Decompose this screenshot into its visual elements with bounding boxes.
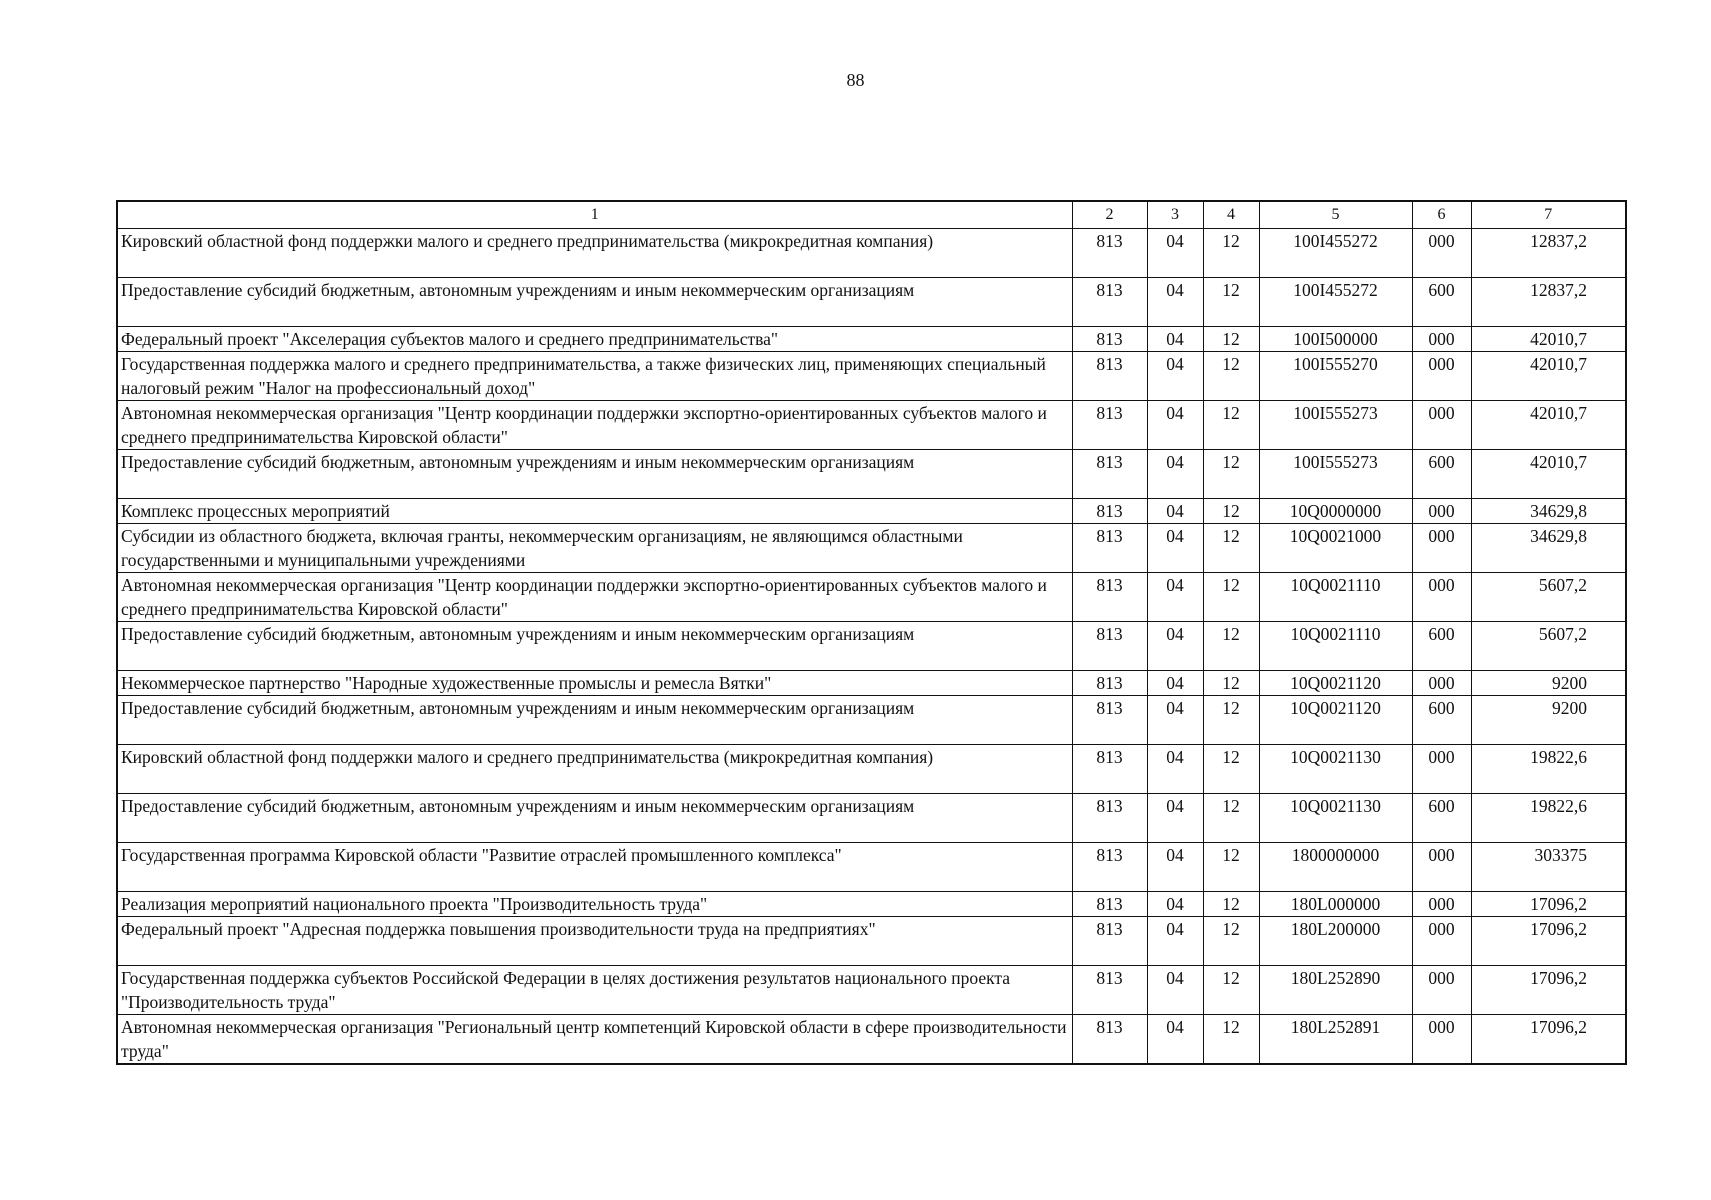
section-code-cell: 04 [1147,843,1203,892]
table-row [117,745,1626,794]
section-code-cell: 04 [1147,499,1203,524]
table-row [117,573,1626,622]
target-article-code-cell: 10Q0021000 [1259,524,1412,573]
subsection-code-cell: 12 [1203,794,1259,843]
table-body [117,229,1626,1065]
item-name-cell: Федеральный проект "Акселерация субъектов малого и среднего предпринимательства" [117,327,1072,352]
subsection-code-cell: 12 [1203,401,1259,450]
amount-cell: 12837,2 [1471,229,1626,278]
subsection-code-cell: 12 [1203,327,1259,352]
expense-type-code-cell: 000 [1412,352,1471,401]
expense-type-code-cell: 000 [1412,917,1471,966]
amount-cell: 12837,2 [1471,278,1626,327]
target-article-code-cell: 10Q0021120 [1259,696,1412,745]
table-row [117,917,1626,966]
amount-cell: 17096,2 [1471,1015,1626,1065]
target-article-code-cell: 10Q0000000 [1259,499,1412,524]
subsection-code-cell: 12 [1203,696,1259,745]
subsection-code-cell: 12 [1203,917,1259,966]
section-code-cell: 04 [1147,327,1203,352]
table-row [117,327,1626,352]
subsection-code-cell: 12 [1203,524,1259,573]
ministry-code-cell: 813 [1072,450,1147,499]
expense-type-code-cell: 000 [1412,499,1471,524]
ministry-code-cell: 813 [1072,352,1147,401]
table-row [117,278,1626,327]
section-code-cell: 04 [1147,450,1203,499]
expense-type-code-cell: 000 [1412,229,1471,278]
table-row [117,401,1626,450]
target-article-code-cell: 100I555273 [1259,450,1412,499]
subsection-code-cell: 12 [1203,843,1259,892]
item-name-cell: Реализация мероприятий национального проекта "Производительность труда" [117,892,1072,917]
table-row [117,671,1626,696]
section-code-cell: 04 [1147,622,1203,671]
ministry-code-cell: 813 [1072,794,1147,843]
target-article-code-cell: 180L000000 [1259,892,1412,917]
table-row [117,524,1626,573]
ministry-code-cell: 813 [1072,524,1147,573]
amount-cell: 34629,8 [1471,499,1626,524]
expense-type-code-cell: 600 [1412,450,1471,499]
item-name-cell: Предоставление субсидий бюджетным, автономным учреждениям и иным некоммерческим организациям [117,278,1072,327]
ministry-code-cell: 813 [1072,1015,1147,1065]
amount-cell: 42010,7 [1471,401,1626,450]
page-number: 88 [846,70,865,90]
ministry-code-cell: 813 [1072,278,1147,327]
item-name-cell: Предоставление субсидий бюджетным, автономным учреждениям и иным некоммерческим организациям [117,450,1072,499]
expense-type-code-cell: 000 [1412,327,1471,352]
ministry-code-cell: 813 [1072,573,1147,622]
target-article-code-cell: 100I455272 [1259,278,1412,327]
item-name-cell: Федеральный проект "Адресная поддержка повышения производительности труда на предприятиях" [117,917,1072,966]
expense-type-code-cell: 000 [1412,524,1471,573]
item-name-cell: Субсидии из областного бюджета, включая гранты, некоммерческим организациям, не являющимся областными государственными и муниципальными учреждениями [117,524,1072,573]
item-name-cell: Государственная поддержка малого и среднего предпринимательства, а также физических лиц, применяющих специальный налоговый режим "Налог на профессиональный доход" [117,352,1072,401]
table-row [117,229,1626,278]
amount-cell: 34629,8 [1471,524,1626,573]
target-article-code-cell: 100I555273 [1259,401,1412,450]
amount-cell: 5607,2 [1471,573,1626,622]
item-name-cell: Предоставление субсидий бюджетным, автономным учреждениям и иным некоммерческим организациям [117,622,1072,671]
amount-cell: 9200 [1471,696,1626,745]
expense-type-code-cell: 000 [1412,671,1471,696]
target-article-code-cell: 10Q0021130 [1259,745,1412,794]
section-code-cell: 04 [1147,1015,1203,1065]
expense-type-code-cell: 600 [1412,794,1471,843]
target-article-code-cell: 100I555270 [1259,352,1412,401]
ministry-code-cell: 813 [1072,327,1147,352]
item-name-cell: Государственная поддержка субъектов Российской Федерации в целях достижения результатов национального проекта "Производительность труда" [117,966,1072,1015]
amount-cell: 303375 [1471,843,1626,892]
expense-type-code-cell: 600 [1412,622,1471,671]
target-article-code-cell: 10Q0021110 [1259,622,1412,671]
header-col-6: 6 [1412,201,1471,229]
table-row [117,450,1626,499]
expense-type-code-cell: 000 [1412,1015,1471,1065]
ministry-code-cell: 813 [1072,622,1147,671]
ministry-code-cell: 813 [1072,229,1147,278]
subsection-code-cell: 12 [1203,450,1259,499]
ministry-code-cell: 813 [1072,696,1147,745]
section-code-cell: 04 [1147,278,1203,327]
item-name-cell: Государственная программа Кировской области "Развитие отраслей промышленного комплекса" [117,843,1072,892]
target-article-code-cell: 180L252890 [1259,966,1412,1015]
target-article-code-cell: 10Q0021120 [1259,671,1412,696]
subsection-code-cell: 12 [1203,966,1259,1015]
subsection-code-cell: 12 [1203,1015,1259,1065]
header-row [117,201,1626,229]
amount-cell: 9200 [1471,671,1626,696]
subsection-code-cell: 12 [1203,622,1259,671]
table-row [117,352,1626,401]
item-name-cell: Предоставление субсидий бюджетным, автономным учреждениям и иным некоммерческим организациям [117,696,1072,745]
table-row [117,622,1626,671]
table-row [117,696,1626,745]
target-article-code-cell: 180L252891 [1259,1015,1412,1065]
subsection-code-cell: 12 [1203,352,1259,401]
subsection-code-cell: 12 [1203,671,1259,696]
expense-type-code-cell: 000 [1412,892,1471,917]
header-col-4: 4 [1203,201,1259,229]
section-code-cell: 04 [1147,671,1203,696]
item-name-cell: Кировский областной фонд поддержки малого и среднего предпринимательства (микрокредитная компания) [117,745,1072,794]
expense-type-code-cell: 000 [1412,401,1471,450]
section-code-cell: 04 [1147,966,1203,1015]
item-name-cell: Комплекс процессных мероприятий [117,499,1072,524]
amount-cell: 42010,7 [1471,327,1626,352]
item-name-cell: Автономная некоммерческая организация "Центр координации поддержки экспортно-ориентированных субъектов малого и среднего предпринимательства Кировской области" [117,401,1072,450]
target-article-code-cell: 100I455272 [1259,229,1412,278]
item-name-cell: Автономная некоммерческая организация "Центр координации поддержки экспортно-ориентированных субъектов малого и среднего предпринимательства Кировской области" [117,573,1072,622]
ministry-code-cell: 813 [1072,892,1147,917]
target-article-code-cell: 180L200000 [1259,917,1412,966]
item-name-cell: Кировский областной фонд поддержки малого и среднего предпринимательства (микрокредитная компания) [117,229,1072,278]
expense-type-code-cell: 000 [1412,745,1471,794]
table-row [117,843,1626,892]
target-article-code-cell: 100I500000 [1259,327,1412,352]
expense-type-code-cell: 600 [1412,696,1471,745]
section-code-cell: 04 [1147,352,1203,401]
ministry-code-cell: 813 [1072,401,1147,450]
section-code-cell: 04 [1147,573,1203,622]
ministry-code-cell: 813 [1072,745,1147,794]
ministry-code-cell: 813 [1072,966,1147,1015]
subsection-code-cell: 12 [1203,229,1259,278]
header-col-7: 7 [1471,201,1626,229]
subsection-code-cell: 12 [1203,278,1259,327]
header-col-2: 2 [1072,201,1147,229]
table-row [117,966,1626,1015]
section-code-cell: 04 [1147,794,1203,843]
amount-cell: 19822,6 [1471,745,1626,794]
expense-type-code-cell: 000 [1412,843,1471,892]
section-code-cell: 04 [1147,401,1203,450]
subsection-code-cell: 12 [1203,499,1259,524]
target-article-code-cell: 10Q0021130 [1259,794,1412,843]
item-name-cell: Предоставление субсидий бюджетным, автономным учреждениям и иным некоммерческим организациям [117,794,1072,843]
ministry-code-cell: 813 [1072,843,1147,892]
amount-cell: 5607,2 [1471,622,1626,671]
ministry-code-cell: 813 [1072,671,1147,696]
section-code-cell: 04 [1147,229,1203,278]
amount-cell: 17096,2 [1471,966,1626,1015]
table-row [117,1015,1626,1065]
amount-cell: 19822,6 [1471,794,1626,843]
header-col-1: 1 [117,201,1072,229]
table-row [117,892,1626,917]
expense-type-code-cell: 000 [1412,966,1471,1015]
ministry-code-cell: 813 [1072,917,1147,966]
table-row [117,499,1626,524]
budget-table [116,200,1627,1065]
amount-cell: 17096,2 [1471,917,1626,966]
item-name-cell: Автономная некоммерческая организация "Региональный центр компетенций Кировской области в сфере производительности труда" [117,1015,1072,1065]
subsection-code-cell: 12 [1203,892,1259,917]
section-code-cell: 04 [1147,696,1203,745]
target-article-code-cell: 10Q0021110 [1259,573,1412,622]
expense-type-code-cell: 000 [1412,573,1471,622]
amount-cell: 17096,2 [1471,892,1626,917]
target-article-code-cell: 1800000000 [1259,843,1412,892]
header-col-5: 5 [1259,201,1412,229]
ministry-code-cell: 813 [1072,499,1147,524]
table-row [117,794,1626,843]
item-name-cell: Некоммерческое партнерство "Народные художественные промыслы и ремесла Вятки" [117,671,1072,696]
subsection-code-cell: 12 [1203,745,1259,794]
amount-cell: 42010,7 [1471,450,1626,499]
section-code-cell: 04 [1147,917,1203,966]
section-code-cell: 04 [1147,892,1203,917]
header-col-3: 3 [1147,201,1203,229]
section-code-cell: 04 [1147,524,1203,573]
expense-type-code-cell: 600 [1412,278,1471,327]
amount-cell: 42010,7 [1471,352,1626,401]
section-code-cell: 04 [1147,745,1203,794]
subsection-code-cell: 12 [1203,573,1259,622]
